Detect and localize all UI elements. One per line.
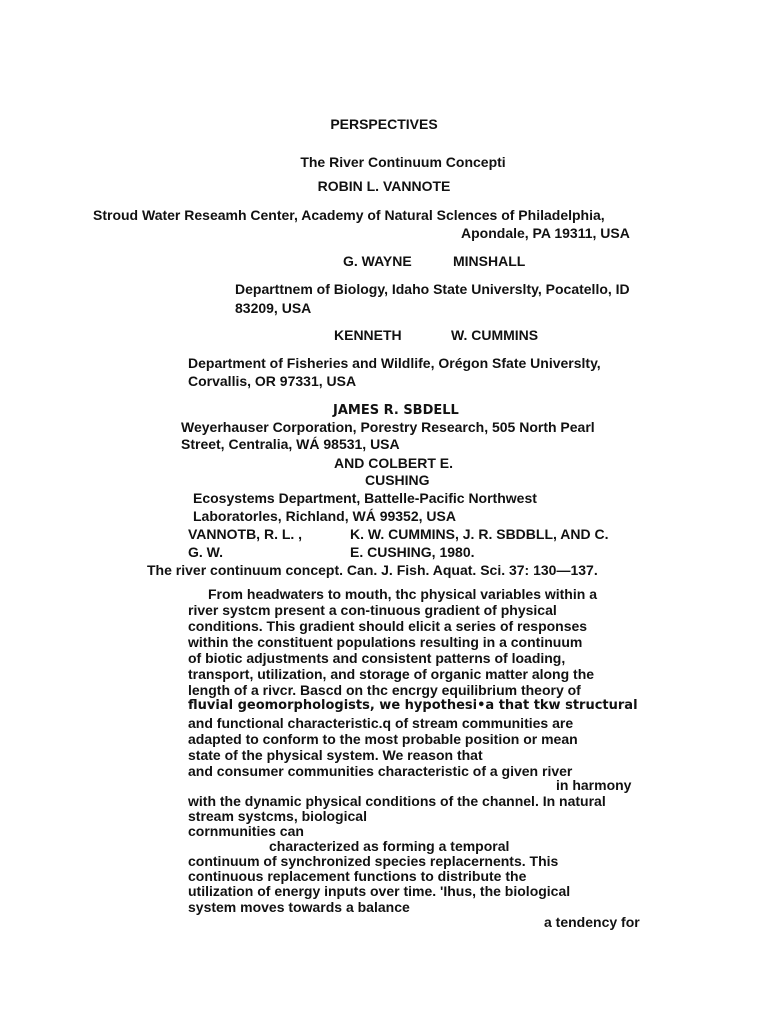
abstract-line: within the constituent populations resulting in a continuum [188,634,583,650]
abstract-line: transport, utilization, and storage of organic matter along the [188,666,595,682]
abstract-line: state of the physical system. We reason that [188,747,483,763]
section-heading: PERSPECTIVES [330,116,438,132]
abstract-line: and consumer communities characteristic of a given river [188,763,573,779]
abstract-line: From headwaters to mouth, thc physical variables within a [208,586,597,602]
abstract-line: conditions. This gradient should elicit a series of responses [188,618,588,634]
author-affiliation: Weyerhauser Corporation, Porestry Research, 505 North Pearl [181,419,595,435]
author-name: MINSHALL [453,253,526,269]
author-affiliation: Department of Fisheries and Wildlife, Orégon Sfate Universlty, [188,355,601,371]
abstract-line: river systcm present a con-tinuous gradient of physical [188,602,557,618]
author-affiliation: Laboratorles, Richland, WÁ 99352, USA [193,508,456,524]
abstract-line: fluvial geomorphologists, we hypothesi•a that tkw structural [188,698,638,713]
author-affiliation: 83209, USA [235,300,312,316]
abstract-line: cornmunities can [188,823,304,839]
abstract-line: stream systcms, biological [188,808,367,824]
author-name: KENNETH [334,327,402,343]
paper-title: The River Continuum Concepti [300,154,506,170]
author-name: G. WAYNE [343,253,412,269]
abstract-line: characterized as forming a temporal [269,838,510,854]
abstract-line: with the dynamic physical conditions of the channel. In natural [188,793,606,809]
citation-reference: The river continuum concept. Can. J. Fish. Aquat. Sci. 37: 130—137. [147,562,598,578]
author-affiliation: Corvallis, OR 97331, USA [188,373,357,389]
abstract-line: length of a rivcr. Bascd on thc encrgy equilibrium theory of [188,682,581,698]
abstract-line: and functional characteristic.q of stream communities are [188,715,574,731]
author-name: ROBIN L. VANNOTE [317,178,451,194]
abstract-line: continuum of synchronized species replacernents. This [188,853,559,869]
abstract-line: utilization of energy inputs over time. 'Ihus, the biological [188,883,571,899]
citation-authors: K. W. CUMMINS, J. R. SBDBLL, AND C. [350,526,609,542]
author-affiliation: Ecosystems Department, Battelle-Pacific Northwest [193,490,537,506]
citation-authors: G. W. [188,544,223,560]
author-affiliation: Stroud Water Reseamh Center, Academy of Natural Sclences of Philadelphia, [93,207,605,223]
author-affiliation: Street, Centralia, WÁ 98531, USA [181,436,400,452]
citation-authors: VANNOTB, R. L. , [188,526,303,542]
abstract-line: in harmony [556,777,632,793]
author-name: CUSHING [365,472,430,488]
author-affiliation: Departtnem of Biology, Idaho State Universlty, Pocatello, ID [235,281,630,297]
abstract-line: system moves towards a balance [188,899,410,915]
author-affiliation: Apondale, PA 19311, USA [461,225,630,241]
author-name: AND COLBERT E. [334,455,453,471]
author-name: JAMES R. SBDELL [333,403,459,418]
author-name: W. CUMMINS [451,327,539,343]
abstract-line: continuous replacement functions to distribute the [188,868,527,884]
abstract-line: of biotic adjustments and consistent patterns of loading, [188,650,566,666]
abstract-line: a tendency for [544,914,640,930]
abstract-line: adapted to conform to the most probable position or mean [188,731,578,747]
citation-year: E. CUSHING, 1980. [350,544,475,560]
